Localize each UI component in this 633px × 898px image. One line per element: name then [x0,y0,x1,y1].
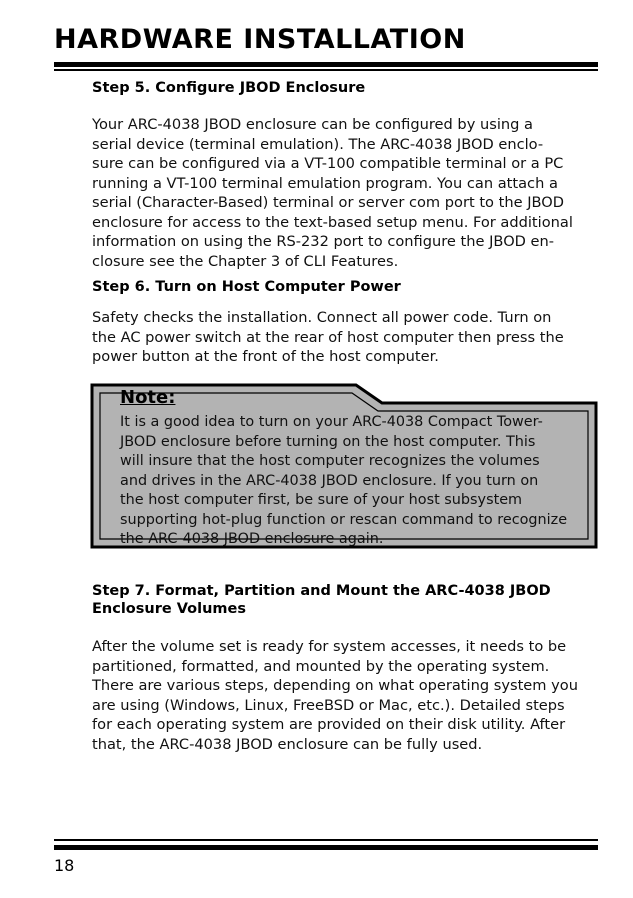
step5-heading: Step 5. Configure JBOD Enclosure [92,80,366,96]
note-body: It is a good idea to turn on your ARC-4038 Compact Tower- JBOD enclosure before turning on the host computer. This will insure that the host computer recognizes the volumes and drives in the ARC-4038 JBOD enclosure. If you turn on the host computer first, be sure of your host subsystem supporting hot-plug function or rescan command to recognize the ARC-4038 JBOD enclosure again. [120,414,568,547]
note-title: Note: [120,387,176,408]
step7-heading: Step 7. Format, Partition and Mount the ARC-4038 JBOD Enclosure Volumes [92,583,551,617]
step5-body: Your ARC-4038 JBOD enclosure can be configured by using a serial device (terminal emulation). The ARC-4038 JBOD enclo- sure can be configured via a VT-100 compatible terminal or a PC running a VT-100 terminal emulation program. You can attach a serial (Character-Based) terminal or server com port to the JBOD enclosure for access to the text-based setup menu. For additional information on using the RS-232 port to configure the JBOD en- closure see the Chapter 3 of CLI Features. [92,116,573,270]
header-rule-thick [54,62,598,67]
footer-rule-thin [54,839,598,841]
footer-rule-thick [54,845,598,850]
page-number: 18 [54,856,75,875]
step7-body: After the volume set is ready for system accesses, it needs to be partitioned, formatted, and mounted by the operating system. There are various steps, depending on what operating system you are using (Windows, Linux, FreeBSD or Mac, etc.). Detailed steps for each operating system are provided on their disk utility. After that, the ARC-4038 JBOD enclosure can be fully used. [92,638,578,753]
note-box [90,383,598,549]
step6-body: Safety checks the installation. Connect all power code. Turn on the AC power switch at the rear of host computer then press the power button at the front of the host computer. [92,309,564,365]
header-rule-thin [54,69,598,71]
step6-heading: Step 6. Turn on Host Computer Power [92,279,401,295]
header-title: HARDWARE INSTALLATION [54,24,466,55]
